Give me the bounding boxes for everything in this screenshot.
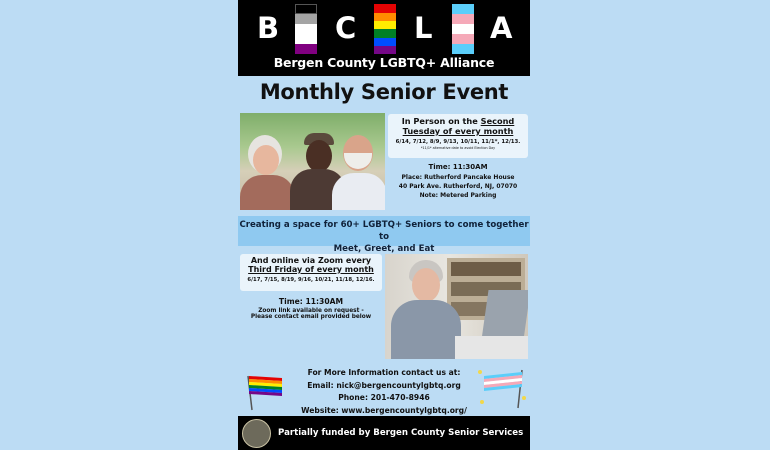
online-dates: 6/17, 7/15, 8/19, 9/16, 10/21, 11/18, 12/16. — [247, 277, 375, 283]
flyer-footer — [238, 416, 530, 450]
in-person-time: Time: 11:30AM — [428, 163, 488, 171]
transgender-flag-icon — [452, 4, 474, 54]
contact-heading: For More Information contact us at: — [307, 368, 461, 377]
funding-note: Partially funded by Bergen County Senior Services — [278, 428, 524, 438]
contact-info — [278, 367, 490, 417]
zoom-note-1: Zoom link available on request - — [258, 308, 364, 314]
contact-phone: Phone: 201-470-8946 — [338, 393, 430, 402]
pride-flag-icon — [374, 4, 396, 54]
asexual-flag-icon — [295, 4, 317, 54]
in-person-details — [388, 162, 528, 200]
in-person-place: Place: Rutherford Pancake House — [401, 173, 515, 181]
in-person-address: 40 Park Ave. Rutherford, NJ, 07070 — [398, 182, 518, 190]
mission-line1: Creating a space for 60+ LGBTQ+ Seniors to come together to — [239, 220, 529, 242]
parking-note: Note: Metered Parking — [419, 191, 497, 199]
zoom-note-2: Please contact email provided below — [250, 314, 372, 320]
in-person-line2: Tuesday of every month — [402, 126, 514, 136]
mission-banner — [238, 216, 530, 254]
in-person-line1: In Person on the Second — [401, 116, 515, 126]
contact-website: Website: www.bergencountylgbtq.org/ — [301, 405, 467, 415]
senior-computer-photo — [385, 254, 528, 359]
election-note: *11/1* alternative date to avoid Election Day — [420, 146, 496, 150]
flyer-header — [238, 0, 530, 76]
online-details — [240, 297, 382, 320]
organization-name: Bergen County LGBTQ+ Alliance — [273, 55, 495, 70]
online-time: Time: 11:30AM — [278, 297, 344, 306]
logo-letter-a: A — [490, 11, 513, 45]
logo-letter-c: C — [335, 11, 357, 45]
online-line2: Third Friday of every month — [248, 265, 374, 274]
county-seal-icon — [242, 419, 271, 448]
contact-email: Email: nick@bergencountylgbtq.org — [307, 380, 461, 390]
logo-letter-b: B — [257, 11, 280, 45]
event-flyer — [238, 0, 530, 450]
event-title: Monthly Senior Event — [259, 80, 509, 104]
seniors-group-photo — [240, 113, 385, 210]
in-person-box — [388, 114, 528, 158]
in-person-dates: 6/14, 7/12, 8/9, 9/13, 10/11, 11/1*, 12/13. — [395, 139, 521, 145]
mission-line2: Meet, Greet, and Eat — [333, 244, 435, 254]
online-line1: And online via Zoom every — [250, 256, 372, 265]
logo-letter-l: L — [414, 11, 433, 45]
online-box — [240, 254, 382, 291]
